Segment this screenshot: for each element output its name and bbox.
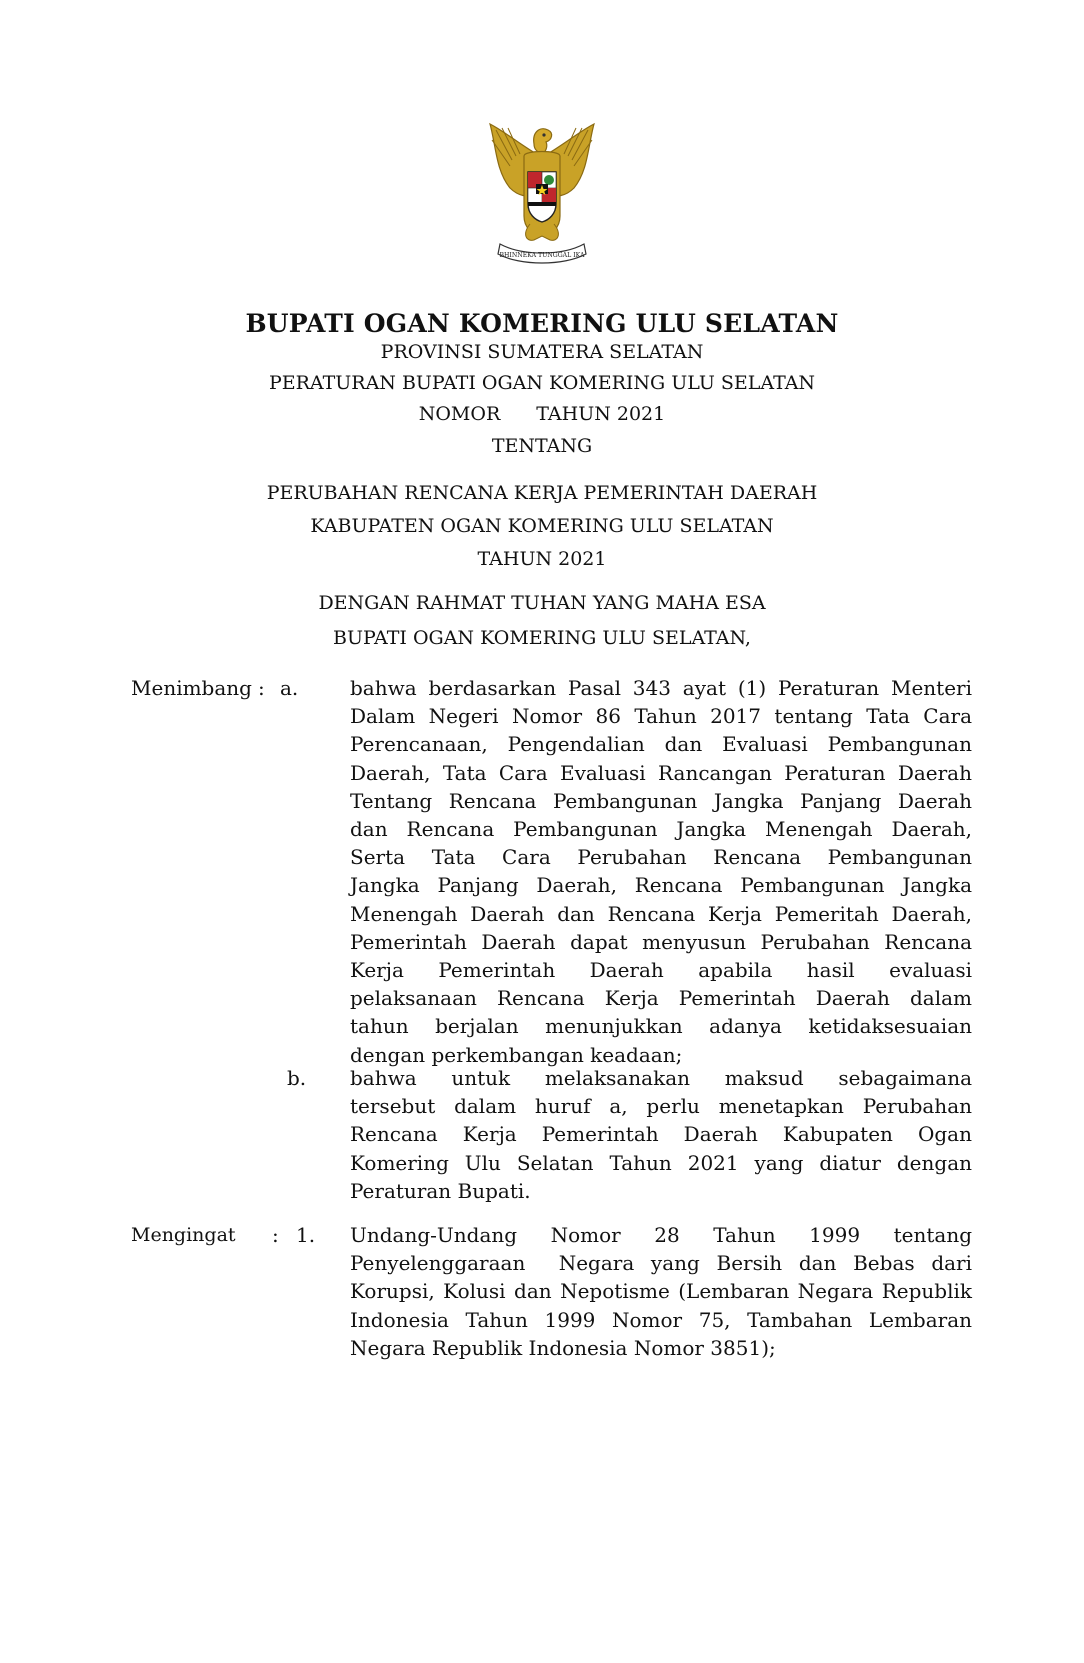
garuda-emblem-icon [482, 116, 602, 266]
subject-line-3: TAHUN 2021 [477, 548, 607, 570]
text-line: Pemerintah Daerah dapat menyusun Perubahan Rencana [350, 929, 972, 954]
svg-text:BHINNEKA TUNGGAL IKA: BHINNEKA TUNGGAL IKA [499, 252, 585, 259]
number-label: NOMOR [418, 403, 501, 425]
text-line: Daerah, Tata Cara Evaluasi Rancangan Peraturan Daerah [350, 760, 972, 785]
text-line: Penyelenggaraan Negara yang Bersih dan Bebas dari [350, 1251, 972, 1276]
text-line: pelaksanaan Rencana Kerja Pemerintah Daerah dalam [350, 986, 972, 1011]
text-line: dengan perkembangan keadaan; [350, 1042, 683, 1067]
text-line: tahun berjalan menunjukkan adanya ketidaksesuaian [350, 1014, 972, 1039]
text-line: Indonesia Tahun 1999 Nomor 75, Tambahan Lembaran [350, 1307, 972, 1332]
text-line: Serta Tata Cara Perubahan Rencana Pembangunan [350, 845, 972, 870]
text-line: Perencanaan, Pengendalian dan Evaluasi Pembangunan [350, 732, 972, 757]
province-heading: PROVINSI SUMATERA SELATAN [380, 341, 704, 363]
preamble-line-1: DENGAN RAHMAT TUHAN YANG MAHA ESA [318, 592, 766, 614]
document-title: BUPATI OGAN KOMERING ULU SELATAN [245, 309, 839, 338]
text-line: dan Rencana Pembangunan Jangka Menengah Daerah, [350, 817, 972, 842]
preamble-line-2: BUPATI OGAN KOMERING ULU SELATAN, [333, 627, 751, 649]
text-line: Peraturan Bupati. [350, 1178, 531, 1203]
text-line: Jangka Panjang Daerah, Rencana Pembangunan Jangka [350, 873, 972, 898]
menimbang-colon: : [258, 676, 265, 700]
menimbang-label: Menimbang [131, 676, 252, 700]
menimbang-item-b-marker: b. [287, 1066, 307, 1090]
mengingat-colon: : [272, 1223, 279, 1247]
year-label: TAHUN 2021 [536, 403, 666, 425]
text-line: Kerja Pemerintah Daerah apabila hasil evaluasi [350, 958, 972, 983]
text-line: Tentang Rencana Pembangunan Jangka Panjang Daerah [350, 788, 972, 813]
number-year-heading [0, 403, 1084, 425]
text-line: Dalam Negeri Nomor 86 Tahun 2017 tentang Tata Cara [350, 704, 972, 729]
mengingat-item-1-text [350, 1221, 972, 1362]
mengingat-label: Mengingat [131, 1224, 236, 1246]
text-line: tersebut dalam huruf a, perlu menetapkan Perubahan [350, 1094, 972, 1119]
menimbang-item-a-marker: a. [280, 676, 299, 700]
text-line: Korupsi, Kolusi dan Nepotisme (Lembaran Negara Republik [350, 1279, 972, 1304]
text-line: Negara Republik Indonesia Nomor 3851); [350, 1335, 776, 1360]
text-line: Undang-Undang Nomor 28 Tahun 1999 tentang [350, 1223, 972, 1247]
mengingat-item-1-marker: 1. [296, 1223, 316, 1247]
menimbang-item-a-text [350, 674, 972, 1069]
text-line: Komering Ulu Selatan Tahun 2021 yang diatur dengan [350, 1150, 972, 1175]
text-line: Menengah Daerah dan Rencana Kerja Pemeritah Daerah, [350, 901, 972, 926]
menimbang-item-b-text [350, 1064, 972, 1205]
text-line: Rencana Kerja Pemerintah Daerah Kabupaten Ogan [350, 1122, 972, 1147]
about-heading: TENTANG [491, 435, 593, 457]
text-line: bahwa berdasarkan Pasal 343 ayat (1) Peraturan Menteri [350, 676, 972, 700]
regulation-heading: PERATURAN BUPATI OGAN KOMERING ULU SELATAN [268, 372, 816, 394]
subject-line-1: PERUBAHAN RENCANA KERJA PEMERINTAH DAERAH [266, 482, 818, 504]
text-line: bahwa untuk melaksanakan maksud sebagaimana [350, 1066, 972, 1090]
subject-line-2: KABUPATEN OGAN KOMERING ULU SELATAN [310, 515, 774, 537]
